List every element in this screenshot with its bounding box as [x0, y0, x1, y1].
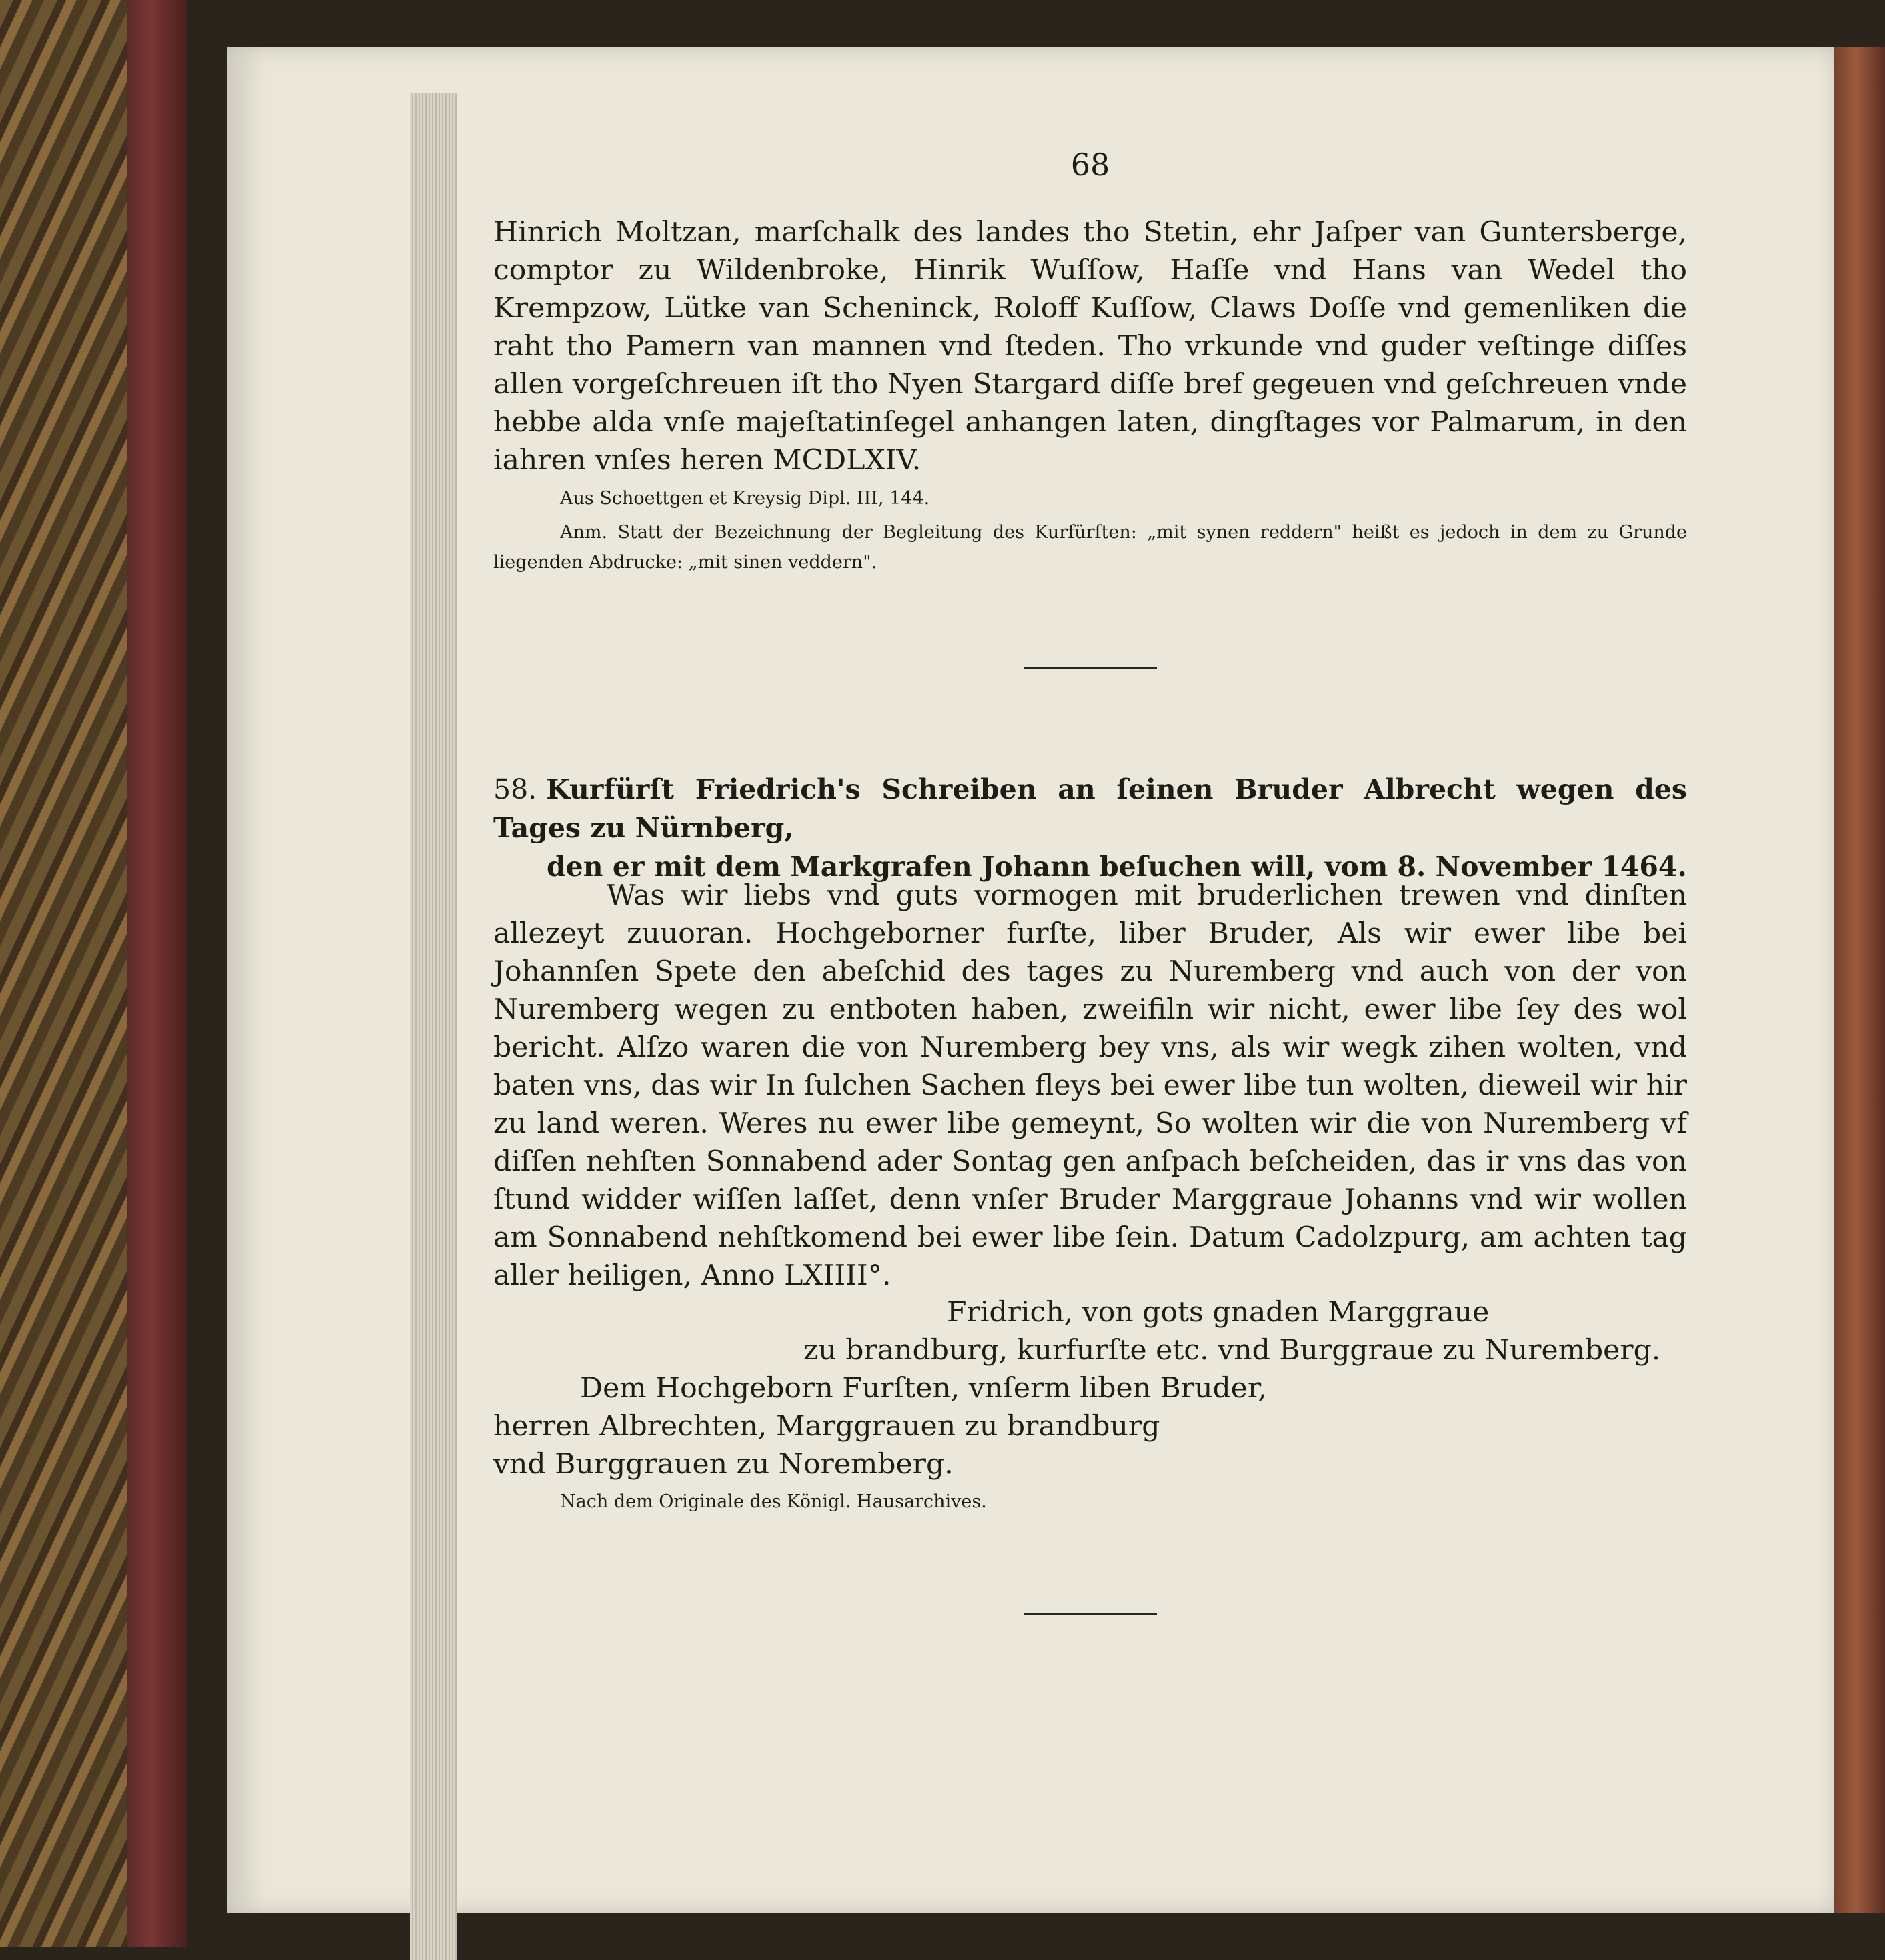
heading-line-2: den er mit dem Markgrafen Johann beſuchen will, vom 8. November 1464.: [547, 851, 1687, 883]
document-number: 58.: [493, 773, 537, 805]
archive-note: Nach dem Originale des Königl. Hausarchives.: [560, 1491, 987, 1512]
letter-body: Was wir liebs vnd guts vormogen mit bruderlichen trewen vnd dinſten allezeyt zuuoran. Hochgeborner furſte, liber Bruder, Als wir ewer libe bei Johannſen Spete den abeſchid des tages zu Nuremberg vnd auch von der von Nuremberg wegen zu entboten haben, zweifiln wir nicht, ewer libe ſey des wol bericht. Alſzo waren die von Nuremberg bey vns, als wir wegk zihen wolten, vnd baten vns, das wir In ſulchen Sachen fleys bei ewer libe tun wolten, dieweil wir hir zu land weren. Weres nu ewer libe gemeynt, So wolten wir die von Nuremberg vf diſſen nehſten Sonnabend ader Sontag gen anſpach beſcheiden, das ir vns das von ſtund widder wiſſen laſſet, denn vnſer Bruder Marggraue Johanns vnd wir wollen am Sonnabend nehſtkomend bei ewer libe ſein. Datum Cadolzpurg, am achten tag aller heiligen, Anno LXIIII°.: [493, 879, 1687, 1292]
opening-paragraph: Hinrich Moltzan, marſchalk des landes tho Stetin, ehr Jaſper van Guntersberge, comptor zu Wildenbroke, Hinrik Wuſſow, Haſſe vnd Hans van Wedel tho Krempzow, Lütke van Scheninck, Roloff Kuſſow, Claws Doſſe vnd gemenliken die raht tho Pamern van mannen vnd ſteden. Tho vrkunde vnd guder veſtinge diſſes allen vorgeſchreuen iſt tho Nyen Stargard diſſe bref gegeuen vnd geſchreuen vnde hebbe alda vnſe majeſtatinſegel anhangen laten, dingſtages vor Palmarum, in den iahren vnſes heren MCDLXIV.: [493, 216, 1687, 477]
book-cover-left: [0, 0, 127, 1947]
source-note: Aus Schoettgen et Kreysig Dipl. III, 144.: [560, 488, 930, 509]
section-divider-bottom: [1024, 1613, 1157, 1615]
section-divider: [1024, 667, 1157, 669]
signature-line-1: Fridrich, von gots gnaden Marggraue: [947, 1296, 1490, 1329]
annotation-note: Anm. Statt der Bezeichnung der Begleitung des Kurfürſten: „mit synen reddern" heißt es jedoch in dem zu Grunde liegenden Abdrucke: „mit sinen veddern".: [493, 522, 1687, 573]
page-edges: [410, 93, 457, 1960]
page-number: 68: [1070, 147, 1110, 183]
signature-line-2: zu brandburg, kurfurſte etc. vnd Burggraue zu Nuremberg.: [803, 1334, 1661, 1367]
address-line-3: vnd Burggrauen zu Noremberg.: [493, 1448, 954, 1481]
book-cover-right: [1827, 47, 1885, 1913]
address-line-2: herren Albrechten, Marggrauen zu brandburg: [493, 1410, 1160, 1443]
document-heading: [493, 770, 1687, 886]
address-line-1: Dem Hochgeborn Furſten, vnſerm liben Bruder,: [580, 1372, 1267, 1405]
heading-line-1: Kurfürſt Friedrich's Schreiben an ſeinen Bruder Albrecht wegen des Tages zu Nürnberg,: [493, 773, 1687, 844]
book-page: [227, 47, 1834, 1913]
book-spine: [127, 0, 187, 1947]
